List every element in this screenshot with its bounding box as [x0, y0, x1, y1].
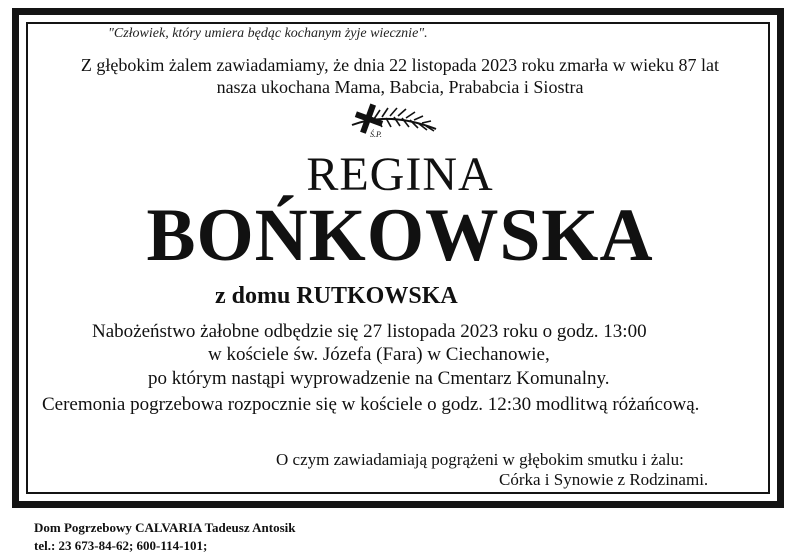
announcement-line-2: nasza ukochana Mama, Babcia, Prababcia i Siostra: [216, 77, 584, 97]
surname: BOŃKOWSKA: [146, 194, 654, 277]
service-line-2: w kościele św. Józefa (Fara) w Ciechanowie,: [208, 344, 550, 365]
first-name: REGINA: [306, 148, 494, 201]
service-line-4: Ceremonia pogrzebowa rozpocznie się w kościele o godz. 12:30 modlitwą różańcową.: [42, 394, 700, 415]
announcement-line-1: Z głębokim żalem zawiadamiamy, że dnia 22 listopada 2023 roku zmarła w wieku 87 lat: [80, 55, 720, 75]
closing-line-1: O czym zawiadamiają pogrążeni w głębokim smutku i żalu:: [276, 450, 684, 469]
service-line-3: po którym nastąpi wyprowadzenie na Cmentarz Komunalny.: [148, 368, 610, 389]
initials-sp: Ś.P.: [370, 130, 382, 139]
cross-with-palm-branch-icon: [344, 103, 444, 141]
quote: "Człowiek, który umiera będąc kochanym żyje wiecznie".: [108, 26, 428, 41]
service-line-1: Nabożeństwo żałobne odbędzie się 27 listopada 2023 roku o godz. 13:00: [92, 321, 647, 342]
funeral-home-name: Dom Pogrzebowy CALVARIA Tadeusz Antosik: [34, 520, 296, 535]
funeral-home-phone: tel.: 23 673-84-62; 600-114-101;: [34, 538, 208, 553]
maiden-name: z domu RUTKOWSKA: [215, 283, 458, 309]
closing-line-2: Córka i Synowie z Rodzinami.: [499, 470, 709, 489]
